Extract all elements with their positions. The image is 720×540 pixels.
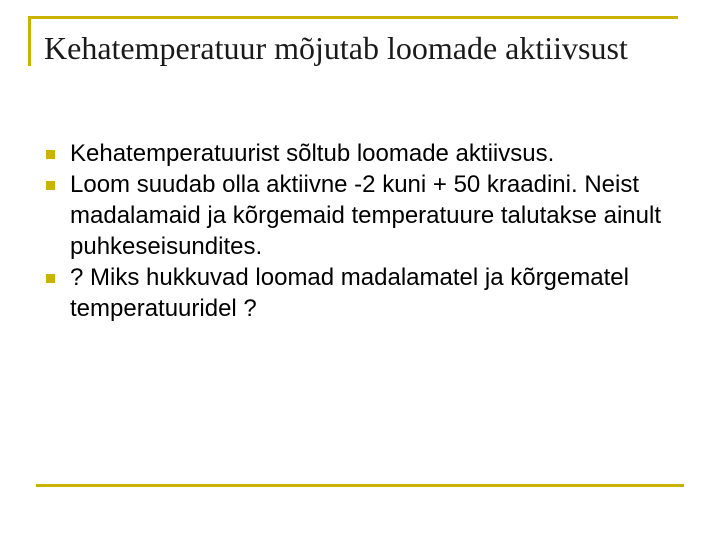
square-bullet-icon	[46, 274, 55, 283]
bullet-item	[44, 138, 674, 169]
slide-title: Kehatemperatuur mõjutab loomade aktiivsust	[44, 30, 628, 66]
bullet-item	[44, 262, 674, 324]
left-rule	[28, 16, 31, 66]
top-rule	[28, 16, 678, 19]
square-bullet-icon	[46, 181, 55, 190]
bullet-text: ? Miks hukkuvad loomad madalamatel ja kõrgematel temperatuuridel ?	[70, 264, 629, 322]
bottom-rule	[36, 484, 684, 487]
bullet-text: Kehatemperatuurist sõltub loomade aktiivsus.	[70, 140, 555, 167]
bullet-text: Loom suudab olla aktiivne -2 kuni + 50 kraadini. Neist madalamaid ja kõrgemaid temperatuure talutakse ainult puhkeseisundites.	[70, 171, 661, 260]
bullet-item	[44, 169, 674, 262]
bullet-list	[44, 138, 674, 324]
square-bullet-icon	[46, 150, 55, 159]
